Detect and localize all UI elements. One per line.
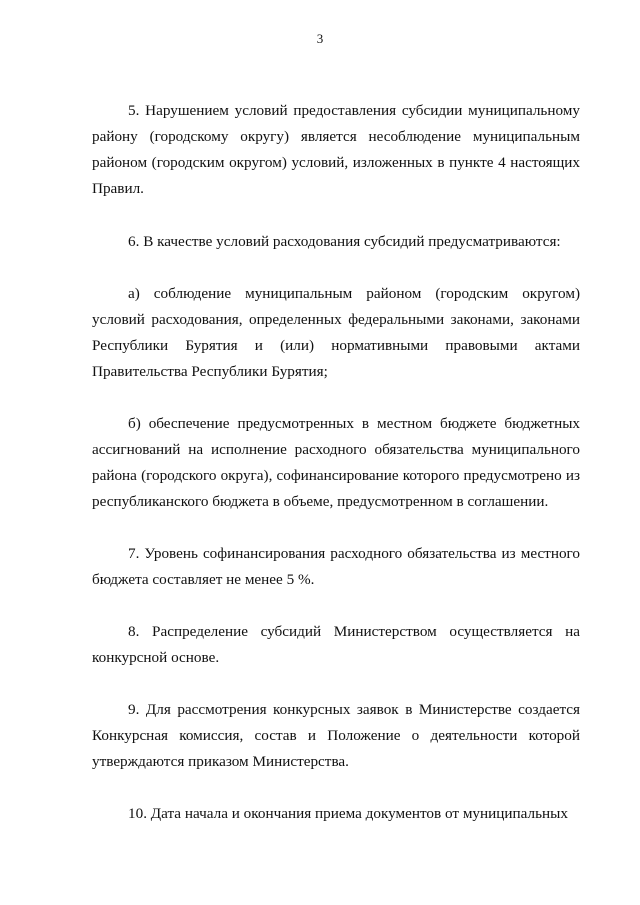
paragraph-6a: а) соблюдение муниципальным районом (городским округом) условий расходования, определенных федеральными законами, законами Республики Бурятия и (или) нормативными правовыми актами Правительства Республики Бурятия; xyxy=(92,285,580,380)
paragraph-7: 7. Уровень софинансирования расходного обязательства из местного бюджета составляет не менее 5 %. xyxy=(92,545,580,588)
paragraph-6b: б) обеспечение предусмотренных в местном бюджете бюджетных ассигнований на исполнение расходного обязательства муниципального района (городского округа), софинансирование которого предусмотрено из республиканского бюджета в объеме, предусмотренном в соглашении. xyxy=(92,415,580,510)
paragraph-5: 5. Нарушением условий предоставления субсидии муниципальному району (городскому округу) является несоблюдение муниципальным районом (городским округом) условий, изложенных в пункте 4 настоящих Правил. xyxy=(92,102,580,197)
paragraph-6: 6. В качестве условий расходования субсидий предусматриваются: xyxy=(128,233,561,250)
paragraph-8: 8. Распределение субсидий Министерством осуществляется на конкурсной основе. xyxy=(92,623,580,666)
page-number: 3 xyxy=(316,31,324,46)
paragraph-10: 10. Дата начала и окончания приема документов от муниципальных xyxy=(128,805,568,822)
paragraph-9: 9. Для рассмотрения конкурсных заявок в Министерстве создается Конкурсная комиссия, состав и Положение о деятельности которой утверждаются приказом Министерства. xyxy=(92,701,580,770)
